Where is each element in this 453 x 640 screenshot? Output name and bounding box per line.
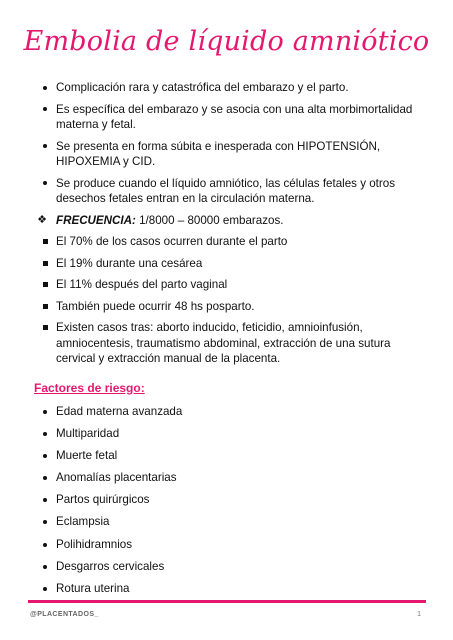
bullet-text: Rotura uterina — [56, 581, 130, 595]
square-bullet-item — [36, 277, 426, 293]
risk-item — [36, 404, 426, 420]
risk-factors-list — [36, 404, 426, 596]
risk-item — [36, 492, 426, 508]
document-body — [36, 80, 426, 603]
bullet-dot-icon — [39, 139, 51, 155]
risk-item — [36, 581, 426, 597]
bullet-text: Es específica del embarazo y se asocia con una alta morbimortalidad materna y fetal. — [56, 102, 413, 131]
bullet-text: Partos quirúrgicos — [56, 493, 150, 507]
risk-factors-heading: Factores de riesgo: — [34, 380, 145, 395]
bullet-item — [36, 102, 426, 133]
bullet-item — [36, 139, 426, 170]
bullet-dot-icon — [39, 448, 51, 464]
square-bullet-icon — [39, 299, 51, 315]
square-bullet-icon — [39, 256, 51, 272]
bullet-text: Eclampsia — [56, 515, 110, 529]
footer-author: @PLACENTADOS_ — [30, 611, 99, 618]
page-title: Embolia de líquido amniótico — [23, 26, 430, 57]
bullet-text: También puede ocurrir 48 hs posparto. — [56, 299, 255, 313]
square-bullet-icon — [39, 320, 51, 336]
bullet-dot-icon — [39, 492, 51, 508]
bullet-text: Polihidramnios — [56, 537, 133, 551]
square-bullet-item — [36, 234, 426, 250]
bullet-dot-icon — [39, 559, 51, 575]
page-number: 1 — [417, 611, 421, 618]
risk-item — [36, 559, 426, 575]
bullet-dot-icon — [39, 470, 51, 486]
risk-item — [36, 537, 426, 553]
frequency-value: 1/8000 – 80000 embarazos. — [135, 213, 284, 227]
intro-bullet-list — [36, 80, 426, 207]
bullet-text: Multiparidad — [56, 427, 120, 441]
bullet-text: Se produce cuando el líquido amniótico, las células fetales y otros desechos fetales entran en la circulación materna. — [56, 176, 395, 205]
frequency-list — [36, 234, 426, 367]
diamond-bullet-icon: ❖ — [37, 213, 47, 226]
bullet-text: El 70% de los casos ocurren durante el parto — [56, 235, 288, 248]
square-bullet-icon — [39, 234, 51, 250]
bullet-dot-icon — [39, 426, 51, 442]
bullet-item — [36, 80, 426, 96]
bullet-dot-icon — [39, 514, 51, 530]
risk-item — [36, 514, 426, 530]
bullet-text: El 19% durante una cesárea — [56, 256, 203, 270]
bullet-text: Complicación rara y catastrófica del embarazo y el parto. — [56, 81, 349, 94]
bullet-dot-icon — [39, 581, 51, 597]
risk-item — [36, 448, 426, 464]
bullet-text: Desgarros cervicales — [56, 559, 165, 573]
square-bullet-item — [36, 320, 426, 367]
bullet-dot-icon — [39, 404, 51, 420]
bullet-text: Edad materna avanzada — [56, 405, 183, 418]
bullet-dot-icon — [39, 102, 51, 118]
bullet-dot-icon — [39, 176, 51, 192]
risk-item — [36, 426, 426, 442]
footer-divider — [28, 600, 426, 603]
frequency-label: FRECUENCIA: — [56, 213, 136, 227]
bullet-text: Anomalías placentarias — [56, 471, 177, 485]
frequency-line — [36, 213, 426, 229]
risk-item — [36, 470, 426, 486]
bullet-text: Muerte fetal — [56, 449, 118, 463]
bullet-text: Existen casos tras: aborto inducido, feticidio, amnioinfusión, amniocentesis, traumatismo abdominal, extracción de una sutura cervical y extracción manual de la placenta. — [56, 321, 391, 365]
bullet-text: El 11% después del parto vaginal — [56, 278, 228, 291]
square-bullet-item — [36, 256, 426, 272]
bullet-dot-icon — [39, 80, 51, 96]
square-bullet-item — [36, 299, 426, 315]
bullet-dot-icon — [39, 537, 51, 553]
square-bullet-icon — [39, 277, 51, 293]
bullet-item — [36, 176, 426, 207]
bullet-text: Se presenta en forma súbita e inesperada con HIPOTENSIÓN, HIPOXEMIA y CID. — [56, 139, 381, 168]
